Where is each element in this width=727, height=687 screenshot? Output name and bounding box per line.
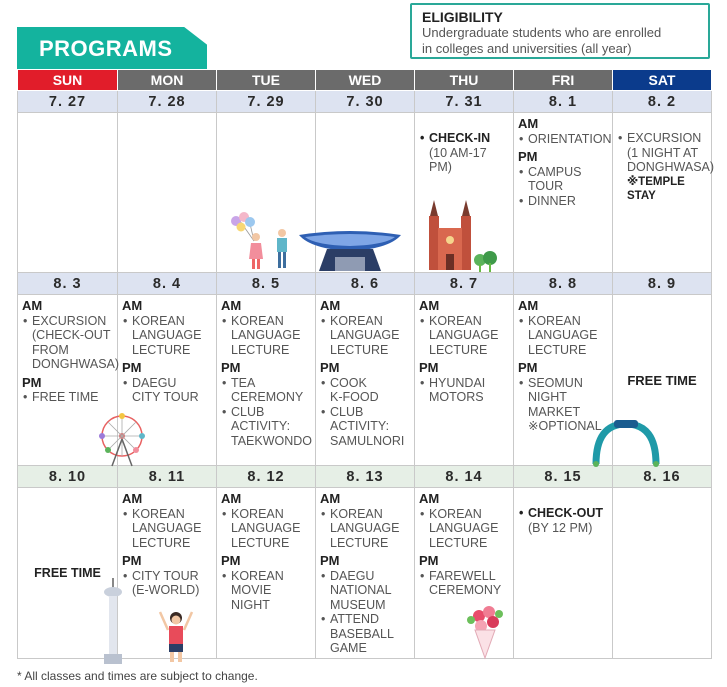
activity-item: • ATTEND	[320, 612, 414, 627]
date-row	[18, 273, 712, 295]
date-cell: 8. 10	[18, 466, 118, 488]
activity-detail: MOTORS	[429, 390, 484, 404]
day-cell	[514, 488, 613, 659]
activity-item: • ORIENTATION	[518, 132, 612, 147]
date-cell: 7. 30	[316, 91, 415, 113]
activity-detail: LANGUAGE	[528, 328, 598, 342]
activity-detail: CEREMONY	[429, 583, 502, 597]
date-row	[18, 466, 712, 488]
day-cell	[613, 488, 712, 659]
activity-item: • TEA	[221, 376, 315, 391]
am-label: AM	[22, 298, 43, 313]
day-cell	[316, 295, 415, 466]
activity-detail: CITY TOUR	[132, 390, 199, 404]
pm-label: PM	[122, 360, 142, 375]
am-label: AM	[419, 298, 440, 313]
pm-label: PM	[320, 360, 340, 375]
day-cell	[217, 295, 316, 466]
am-label: AM	[320, 298, 341, 313]
day-header-mon: MON	[118, 70, 217, 91]
activity-detail: TAEKWONDO	[231, 433, 313, 448]
activity-detail: LECTURE	[528, 342, 587, 357]
activity-detail: LANGUAGE	[429, 521, 499, 535]
activity-detail: FROM	[32, 342, 69, 357]
activity-detail: MARKET	[528, 404, 581, 419]
am-label: AM	[419, 491, 440, 506]
schedule-table	[17, 69, 715, 659]
activity-detail: MOVIE	[231, 583, 272, 597]
activity-detail: CEREMONY	[231, 390, 304, 404]
activity-detail: (E-WORLD)	[132, 583, 200, 597]
activity-detail: NIGHT	[528, 390, 567, 404]
day-cell	[18, 113, 118, 273]
activity-detail: LANGUAGE	[231, 328, 301, 342]
cathedral-illustration	[424, 200, 498, 272]
activity-detail: LANGUAGE	[330, 521, 400, 535]
activity-detail: (CHECK-OUT	[32, 328, 111, 342]
eligibility-line-1: Undergraduate students who are enrolled	[422, 25, 662, 40]
pm-label: PM	[419, 553, 439, 568]
pm-label: PM	[518, 360, 538, 375]
eligibility-line-2: in colleges and universities (all year)	[422, 41, 632, 56]
day-cell	[118, 113, 217, 273]
day-header-sun: SUN	[18, 70, 118, 91]
activity-item: • KOREAN	[221, 569, 315, 584]
activity-item: • FAREWELL	[419, 569, 513, 584]
eligibility-box	[410, 3, 710, 59]
activity-detail: DONGHWASA)	[627, 160, 715, 174]
activity-item: • SEOMUN	[518, 376, 612, 391]
day-header-thu: THU	[415, 70, 514, 91]
activity-detail: ACTIVITY:	[330, 419, 390, 433]
activity-item: • DINNER	[518, 194, 612, 209]
activity-detail: LECTURE	[231, 342, 290, 357]
activity-detail: LECTURE	[132, 535, 191, 550]
activity-item: • CLUB	[320, 405, 414, 420]
date-cell: 8. 14	[415, 466, 514, 488]
activity-detail: NATIONAL	[330, 583, 392, 597]
activity-detail: LECTURE	[132, 342, 191, 357]
am-label: AM	[221, 298, 242, 313]
date-cell: 8. 1	[514, 91, 613, 113]
activity-item: • KOREAN	[122, 314, 216, 329]
activity-detail: LANGUAGE	[132, 328, 202, 342]
bouquet-illustration	[461, 604, 509, 660]
am-label: AM	[518, 298, 539, 313]
activity-detail: BASEBALL	[330, 626, 394, 641]
activity-item: • CAMPUS TOUR	[518, 165, 612, 194]
activity-detail: (1 NIGHT AT	[627, 145, 699, 160]
activity-detail: LANGUAGE	[132, 521, 202, 535]
pm-label: PM	[221, 553, 241, 568]
pm-label: PM	[320, 553, 340, 568]
date-cell: 8. 16	[613, 466, 712, 488]
activity-item: • KOREAN	[221, 507, 315, 522]
day-header-fri: FRI	[514, 70, 613, 91]
activity-detail: LECTURE	[231, 535, 290, 550]
day-cell	[613, 113, 715, 273]
free-time-label: FREE TIME	[627, 373, 697, 388]
tower-illustration	[98, 578, 128, 664]
am-label: AM	[122, 298, 143, 313]
activity-detail: LECTURE	[330, 342, 389, 357]
free-time-label: FREE TIME	[34, 566, 101, 580]
am-label: AM	[221, 491, 242, 506]
check-out-label: • CHECK-OUT	[518, 506, 612, 521]
activity-item: • CLUB	[221, 405, 315, 420]
date-cell: 8. 4	[118, 273, 217, 295]
activity-item: • DAEGU	[122, 376, 216, 391]
activity-item: • CITY TOUR	[122, 569, 216, 584]
activity-detail: ACTIVITY:	[231, 419, 291, 433]
bridge-illustration	[590, 420, 662, 468]
activity-item: • EXCURSION	[617, 131, 711, 146]
pm-label: PM	[221, 360, 241, 375]
stadium-illustration	[297, 227, 403, 273]
eligibility-title: ELIGIBILITY	[422, 9, 503, 25]
activity-item: • COOK	[320, 376, 414, 391]
date-cell: 7. 28	[118, 91, 217, 113]
activity-item: • FREE TIME	[22, 390, 117, 405]
activity-detail: DONGHWASA)	[32, 357, 120, 371]
day-cell	[514, 113, 613, 273]
day-cell	[415, 295, 514, 466]
date-cell: 8. 13	[316, 466, 415, 488]
pm-label: PM	[518, 149, 538, 164]
date-cell: 8. 3	[18, 273, 118, 295]
activity-item: • KOREAN	[221, 314, 315, 329]
date-cell: 8. 15	[514, 466, 613, 488]
page-title: PROGRAMS	[39, 36, 173, 61]
temple-stay-note: ※TEMPLE STAY	[627, 175, 685, 202]
activity-item: • HYUNDAI	[419, 376, 513, 391]
date-cell: 8. 11	[118, 466, 217, 488]
pm-label: PM	[419, 360, 439, 375]
date-cell: 8. 7	[415, 273, 514, 295]
day-cell	[316, 488, 415, 659]
am-label: AM	[122, 491, 143, 506]
cheering-girl-illustration	[156, 608, 196, 664]
day-header-wed: WED	[316, 70, 415, 91]
date-row	[18, 91, 712, 113]
activity-detail: SAMULNORI	[330, 433, 405, 448]
activity-detail: LANGUAGE	[330, 328, 400, 342]
date-cell: 8. 5	[217, 273, 316, 295]
activity-detail: LANGUAGE	[231, 521, 301, 535]
activity-item: • KOREAN	[320, 507, 414, 522]
activity-detail: GAME	[330, 641, 367, 655]
check-out-time: (BY 12 PM)	[528, 520, 593, 535]
pm-label: PM	[122, 553, 142, 568]
day-header-sat: SAT	[613, 70, 712, 91]
am-label: AM	[320, 491, 341, 506]
activity-item: • KOREAN	[419, 507, 513, 522]
date-cell: 7. 31	[415, 91, 514, 113]
day-header-tue: TUE	[217, 70, 316, 91]
activity-detail: LECTURE	[429, 342, 488, 357]
activity-item: • KOREAN	[419, 314, 513, 329]
date-cell: 8. 9	[613, 273, 712, 295]
activity-detail: K-FOOD	[330, 390, 379, 404]
weekday-header-row	[18, 70, 712, 91]
activity-detail: LECTURE	[330, 535, 389, 550]
check-in-label: • CHECK-IN	[419, 131, 513, 146]
activity-detail: LANGUAGE	[429, 328, 499, 342]
activity-detail: LECTURE	[429, 535, 488, 550]
balloons-kids-illustration	[226, 207, 296, 271]
date-cell: 7. 27	[18, 91, 118, 113]
activity-item: • DAEGU	[320, 569, 414, 584]
check-in-time: (10 AM-17 PM)	[429, 145, 487, 174]
date-cell: 8. 6	[316, 273, 415, 295]
activity-detail: NIGHT	[231, 597, 270, 612]
pm-label: PM	[22, 374, 42, 390]
activity-item: • KOREAN	[320, 314, 414, 329]
am-label: AM	[518, 116, 539, 131]
footnote: * All classes and times are subject to change.	[17, 669, 258, 683]
date-cell: 8. 12	[217, 466, 316, 488]
date-cell: 8. 2	[613, 91, 712, 113]
activity-item: • EXCURSION	[22, 314, 117, 329]
ferris-wheel-illustration	[98, 412, 146, 468]
day-cell	[217, 488, 316, 659]
activity-detail: MUSEUM	[330, 597, 386, 612]
date-cell: 7. 29	[217, 91, 316, 113]
optional-note: ※OPTIONAL	[528, 419, 602, 433]
date-cell: 8. 8	[514, 273, 613, 295]
activity-item: • KOREAN	[518, 314, 612, 329]
activity-item: • KOREAN	[122, 507, 216, 522]
